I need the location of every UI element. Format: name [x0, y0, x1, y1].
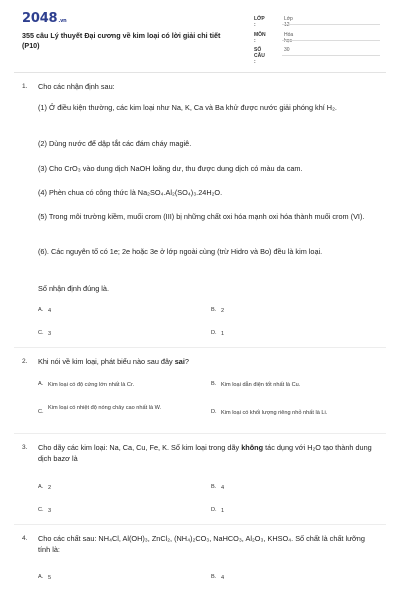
- question-divider: [14, 433, 386, 434]
- option-text: Kim loại dẫn điện tốt nhất là Cu.: [221, 382, 301, 388]
- statement-2: (2) Dùng nước để dập tắt các đám cháy magiê.: [38, 139, 192, 148]
- option-text: Kim loại có nhiệt độ nóng chảy cao nhất là W.: [48, 405, 162, 411]
- option-text: 3: [48, 508, 52, 514]
- question-stem: [38, 442, 378, 464]
- question-stem: [38, 356, 378, 367]
- option-letter: A.: [38, 307, 44, 313]
- meta-count-value: 30: [284, 47, 290, 53]
- option-letter: C.: [38, 507, 44, 513]
- option-text: 5: [48, 575, 52, 581]
- statement-1: (1) Ở điều kiện thường, các kim loại như Na, K, Ca và Ba khử được nước giải phóng khí H₂.: [38, 103, 337, 112]
- stem-suffix: tác dụng với H₂O tạo thành dung dịch bazơ là: [38, 443, 372, 463]
- meta-class-label: LỚP :: [254, 16, 265, 28]
- option-letter: B.: [211, 381, 217, 387]
- question-stem: Cho các chất sau: NH₄Cl, Al(OH)₃, ZnCl₂, (NH₄)₂CO₃, NaHCO₃, Al₂O₃, KHSO₄. Số chất là chất lưỡng tính là:: [38, 534, 365, 554]
- meta-count-label: SỐ CÂU :: [254, 47, 265, 65]
- statement-6: (6). Các nguyên tố có 1e; 2e hoặc 3e ở lớp ngoài cùng (trừ Hidro và Bo) đều là kim loại.: [38, 247, 323, 256]
- option-letter: D.: [211, 507, 217, 513]
- document-header: [0, 0, 400, 65]
- meta-divider: [282, 24, 380, 25]
- option-letter: C.: [38, 330, 44, 336]
- site-logo[interactable]: [22, 11, 67, 26]
- option-text: 1: [221, 331, 225, 337]
- statement-5: (5) Trong môi trường kiềm, muối crom (III) bị những chất oxi hóa mạnh oxi hóa thành muối crom (VI).: [38, 212, 365, 221]
- option-letter: D.: [211, 409, 217, 415]
- option-letter: A.: [38, 381, 44, 387]
- option-text: 2: [221, 308, 225, 314]
- option-text: 1: [221, 508, 225, 514]
- option-letter: D.: [211, 330, 217, 336]
- stem-emphasis: không: [241, 443, 264, 452]
- statement-3: (3) Cho CrO₃ vào dung dịch NaOH loãng dư, thu được dung dịch có màu da cam.: [38, 164, 303, 173]
- question-number: 4.: [22, 535, 28, 542]
- meta-divider: [282, 55, 380, 56]
- option-text: 4: [221, 485, 225, 491]
- option-letter: B.: [211, 484, 217, 490]
- option-text: Kim loại có khối lượng riêng nhỏ nhất là Li.: [221, 410, 328, 416]
- option-text: 3: [48, 331, 52, 337]
- question-stem: Cho các nhận định sau:: [38, 82, 115, 91]
- statement-4: (4) Phèn chua có công thức là Na₂SO₄.Al₂(SO₄)₃.24H₂O.: [38, 188, 223, 197]
- question-number: 1.: [22, 83, 28, 90]
- stem-emphasis: sai: [174, 357, 185, 366]
- question-prompt: Số nhận định đúng là.: [38, 284, 110, 293]
- meta-subject-value: Hóa học: [284, 32, 294, 44]
- option-text: Kim loại có độ cứng lớn nhất là Cr.: [48, 382, 135, 388]
- question-number: 3.: [22, 444, 28, 451]
- stem-prefix: Cho dãy các kim loại: Na, Ca, Cu, Fe, K. Số kim loại trong dãy: [38, 443, 242, 452]
- meta-subject-label: MÔN :: [254, 32, 266, 44]
- document-title: 355 câu Lý thuyết Đại cương về kim loại có lời giải chi tiết (P10): [22, 31, 221, 50]
- option-letter: A.: [38, 484, 44, 490]
- option-text: 4: [48, 308, 52, 314]
- logo-text: 2048: [22, 11, 58, 26]
- header-divider: [14, 72, 386, 73]
- stem-prefix: Khi nói về kim loại, phát biểu nào sau đây: [38, 357, 175, 366]
- option-letter: B.: [211, 307, 217, 313]
- option-letter: A.: [38, 574, 44, 580]
- option-letter: C.: [38, 409, 44, 415]
- meta-divider: [282, 40, 380, 41]
- question-number: 2.: [22, 358, 28, 365]
- question-divider: [14, 347, 386, 348]
- question-divider: [14, 524, 386, 525]
- option-text: 2: [48, 485, 52, 491]
- option-text: 4: [221, 575, 225, 581]
- stem-suffix: ?: [184, 357, 189, 366]
- meta-class-value: Lớp 12: [284, 16, 293, 28]
- option-letter: B.: [211, 574, 217, 580]
- logo-domain: .vn: [58, 18, 67, 24]
